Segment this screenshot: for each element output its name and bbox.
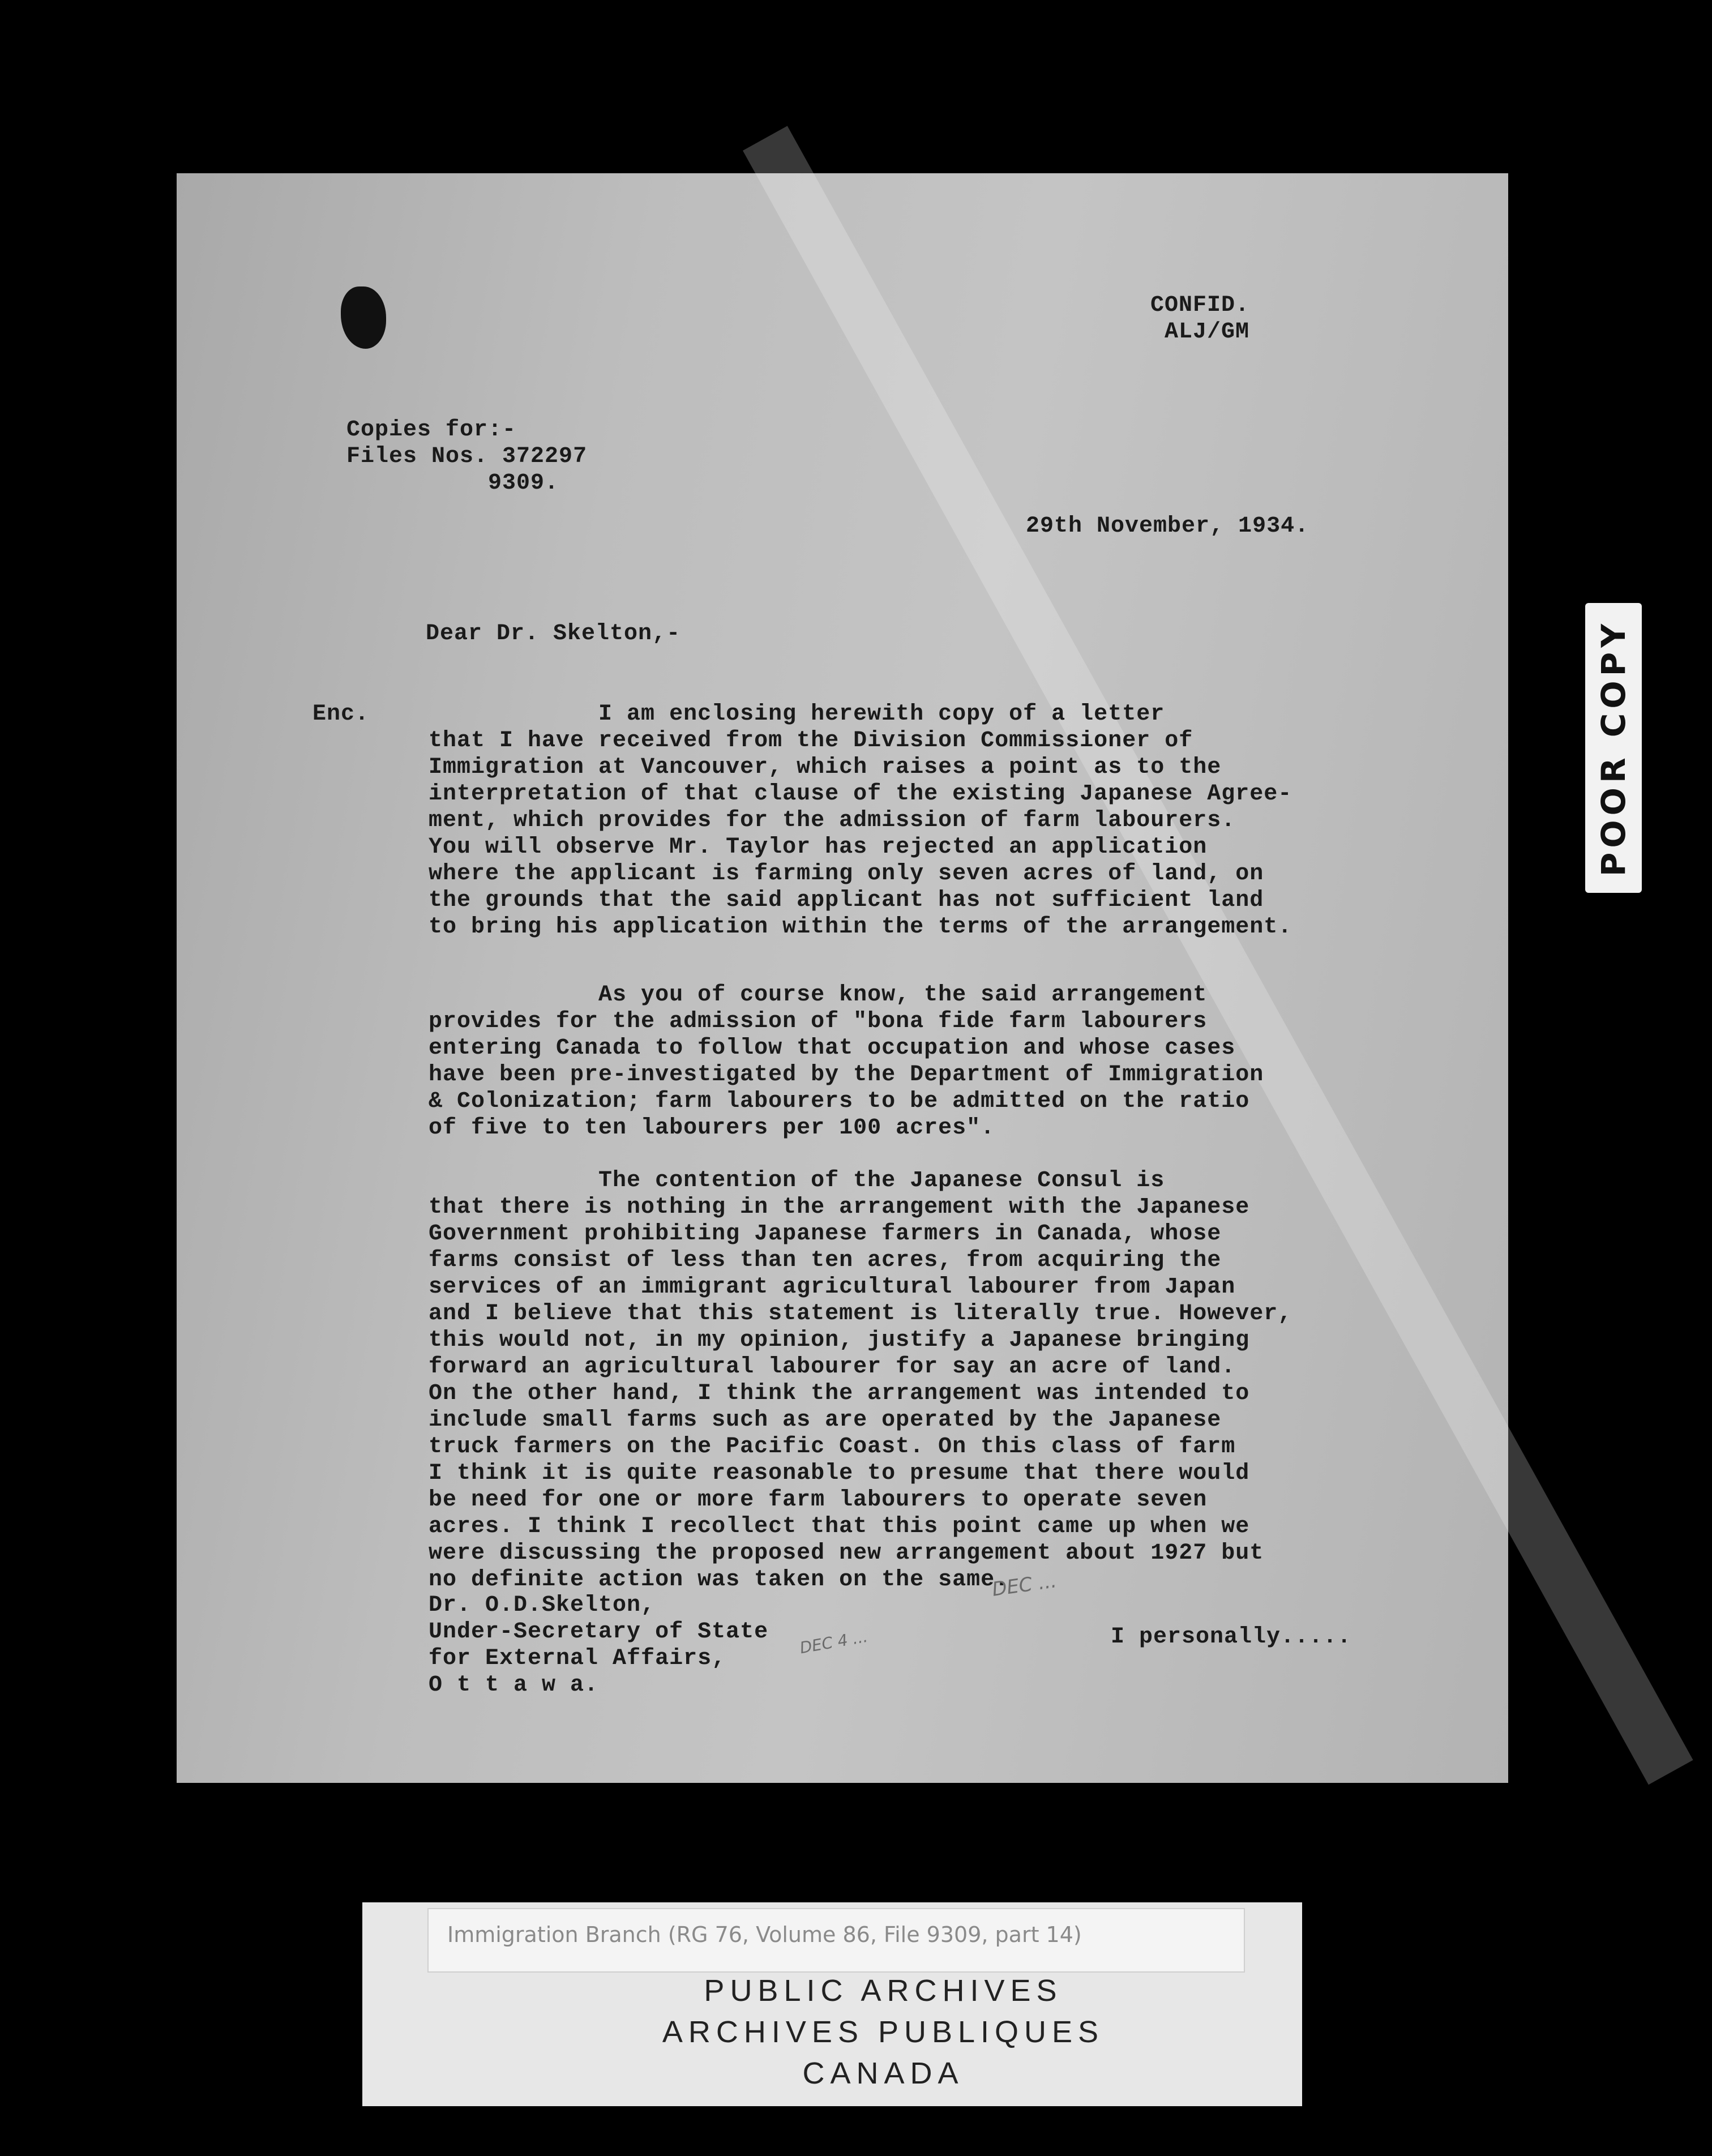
text-line: Immigration at Vancouver, which raises a point as to the	[429, 755, 1222, 780]
text-line: & Colonization; farm labourers to be admitted on the ratio	[429, 1089, 1250, 1114]
text-line: provides for the admission of "bona fide farm labourers	[429, 1009, 1208, 1034]
text-line: The contention of the Japanese Consul is	[429, 1168, 1165, 1194]
enclosure-note: Enc.	[313, 701, 370, 727]
handwritten-annotation: DEC 4 ...	[798, 1627, 870, 1658]
text-line: to bring his application within the terms of the arrangement.	[429, 914, 1292, 940]
text-line: forward an agricultural labourer for say an acre of land.	[429, 1354, 1236, 1380]
copies-line: 9309.	[346, 470, 559, 496]
text-line: of five to ten labourers per 100 acres".	[429, 1115, 995, 1141]
letter-page	[177, 173, 1508, 1783]
paragraph-1	[429, 701, 1292, 940]
text-line: and I believe that this statement is literally true. However,	[429, 1301, 1292, 1327]
paragraph-2	[429, 982, 1264, 1141]
text-line: that there is nothing in the arrangement with the Japanese	[429, 1195, 1250, 1220]
recipient-address	[429, 1592, 768, 1699]
address-line: Dr. O.D.Skelton,	[429, 1593, 656, 1618]
archive-stamp-line: ARCHIVES PUBLIQUES	[662, 2015, 1105, 2049]
file-reference	[1150, 292, 1249, 345]
salutation: Dear Dr. Skelton,-	[426, 621, 681, 647]
text-line: no definite action was taken on the same.	[429, 1567, 1009, 1593]
text-line: farms consist of less than ten acres, from acquiring the	[429, 1248, 1222, 1273]
text-line: acres. I think I recollect that this point came up when we	[429, 1514, 1250, 1539]
text-line: be need for one or more farm labourers to operate seven	[429, 1487, 1208, 1513]
address-line: O t t a w a.	[429, 1672, 599, 1698]
ink-blot-mark	[341, 286, 386, 349]
text-line: entering Canada to follow that occupation and whose cases	[429, 1036, 1236, 1061]
text-line: truck farmers on the Pacific Coast. On this class of farm	[429, 1434, 1236, 1460]
archive-stamp-line: CANADA	[802, 2056, 964, 2090]
text-line: the grounds that the said applicant has not sufficient land	[429, 888, 1264, 913]
address-line: for External Affairs,	[429, 1646, 726, 1671]
text-line: I am enclosing herewith copy of a letter	[429, 701, 1165, 727]
text-line: where the applicant is farming only seven acres of land, on	[429, 861, 1264, 887]
text-line: this would not, in my opinion, justify a Japanese bringing	[429, 1328, 1250, 1353]
text-line: On the other hand, I think the arrangement was intended to	[429, 1381, 1250, 1406]
text-line: You will observe Mr. Taylor has rejected an application	[429, 835, 1208, 860]
text-line: that I have received from the Division Commissioner of	[429, 728, 1193, 754]
copies-note	[346, 417, 587, 497]
reference-line: CONFID.	[1150, 293, 1250, 318]
text-line: interpretation of that clause of the existing Japanese Agree-	[429, 781, 1292, 807]
text-line: services of an immigrant agricultural labourer from Japan	[429, 1274, 1236, 1300]
text-line: have been pre-investigated by the Department of Immigration	[429, 1062, 1264, 1088]
letter-date: 29th November, 1934.	[1026, 514, 1309, 539]
handwritten-annotation: DEC ...	[990, 1569, 1058, 1601]
text-line: Government prohibiting Japanese farmers in Canada, whose	[429, 1221, 1222, 1247]
poor-copy-label	[1585, 603, 1642, 893]
text-line: I think it is quite reasonable to presume that there would	[429, 1461, 1250, 1486]
text-line: include small farms such as are operated by the Japanese	[429, 1408, 1222, 1433]
archive-stamp-line: PUBLIC ARCHIVES	[704, 1974, 1063, 2008]
text-line: ment, which provides for the admission of farm labourers.	[429, 808, 1236, 833]
text-line: As you of course know, the said arrangement	[429, 982, 1208, 1008]
text-line: were discussing the proposed new arrangement about 1927 but	[429, 1541, 1264, 1566]
continued-marker: I personally.....	[1111, 1624, 1352, 1650]
archive-source: Immigration Branch (RG 76, Volume 86, File 9309, part 14)	[447, 1922, 1082, 1947]
copies-line: Files Nos. 372297	[346, 444, 588, 469]
poor-copy-text: POOR COPY	[1594, 619, 1633, 877]
copies-line: Copies for:-	[346, 417, 517, 443]
reference-line: ALJ/GM	[1165, 319, 1250, 345]
address-line: Under-Secretary of State	[429, 1619, 769, 1645]
paragraph-3	[429, 1167, 1292, 1593]
